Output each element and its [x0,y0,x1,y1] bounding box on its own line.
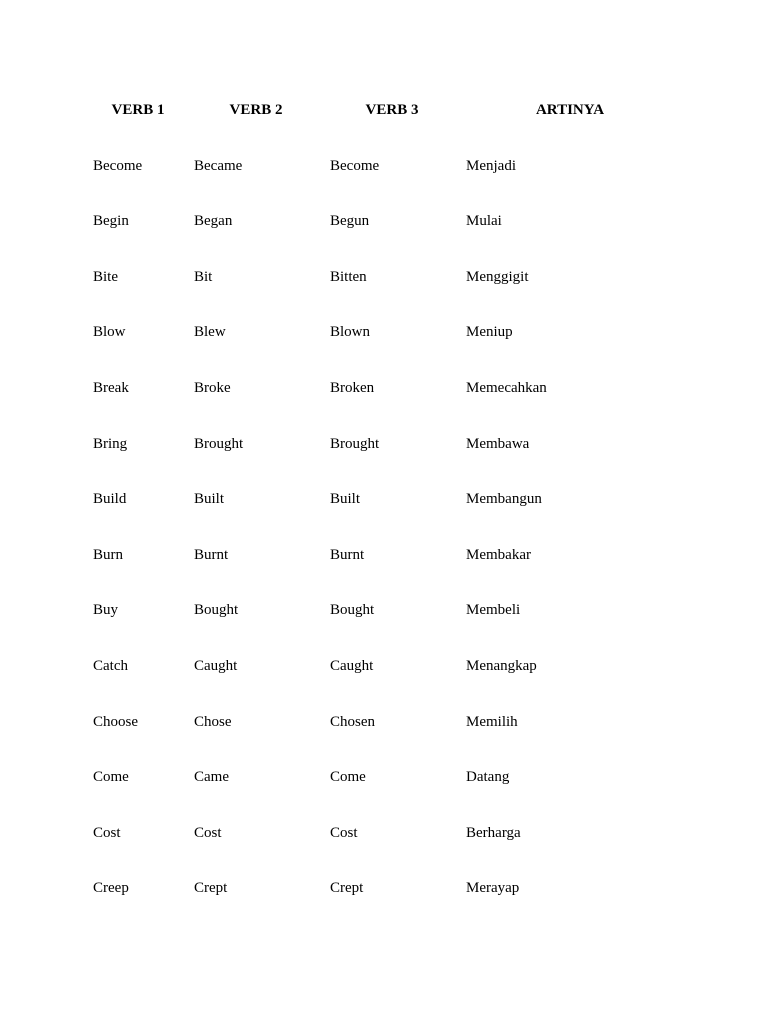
table-row [93,432,653,488]
verb-2-cell: Became [194,157,243,174]
verb-2-cell: Brought [194,435,244,452]
verb-1-cell: Choose [93,713,138,730]
verb-1-cell: Become [93,157,143,174]
header-verb-2: VERB 2 [229,102,283,118]
header-verb-1: VERB 1 [111,102,165,118]
verb-3-cell: Begun [330,213,370,230]
verb-3-cell: Chosen [330,713,375,730]
verb-1-cell: Begin [93,213,129,230]
verb-2-cell: Crept [194,880,228,897]
verb-3-cell: Caught [330,657,374,674]
artinya-cell: Berharga [466,824,521,841]
verb-3-cell: Broken [330,379,375,396]
verb-2-cell: Burnt [194,546,229,563]
artinya-cell: Menggigit [466,268,529,285]
verb-3-cell: Bought [330,602,375,619]
verb-2-cell: Caught [194,657,238,674]
table-row [93,876,653,932]
verb-3-cell: Become [330,157,380,174]
table-body [93,154,653,932]
verb-1-cell: Blow [93,324,126,341]
verb-3-cell: Come [330,769,366,786]
table-row [93,598,653,654]
artinya-cell: Merayap [466,880,520,897]
verb-2-cell: Came [194,769,229,786]
table-row [93,209,653,265]
verb-1-cell: Come [93,769,129,786]
table-row [93,376,653,432]
artinya-cell: Menangkap [466,657,537,674]
artinya-cell: Membangun [466,491,542,508]
verb-2-cell: Built [194,491,225,508]
artinya-cell: Membakar [466,546,531,563]
verb-3-cell: Brought [330,435,380,452]
table-row [93,487,653,543]
verb-2-cell: Blew [194,324,226,341]
table-row [93,654,653,710]
verb-3-cell: Built [330,491,361,508]
table-row [93,765,653,821]
verb-1-cell: Build [93,491,127,508]
table-row [93,821,653,877]
verb-3-cell: Burnt [330,546,365,563]
verb-1-cell: Catch [93,657,128,674]
artinya-cell: Memilih [466,713,518,730]
table-row [93,265,653,321]
header-artinya: ARTINYA [535,102,605,118]
verb-2-cell: Broke [194,379,231,396]
verb-1-cell: Buy [93,602,119,619]
table-row [93,320,653,376]
verb-3-cell: Bitten [330,268,367,285]
verb-2-cell: Chose [194,713,232,730]
artinya-cell: Memecahkan [466,379,547,396]
verb-3-cell: Crept [330,880,364,897]
verb-2-cell: Cost [194,824,222,841]
verb-2-cell: Began [194,213,233,230]
verb-3-cell: Cost [330,824,358,841]
verb-1-cell: Creep [93,880,129,897]
verb-1-cell: Burn [93,546,123,563]
verb-table [93,98,653,932]
table-row [93,154,653,210]
table-row [93,543,653,599]
table-row [93,710,653,766]
verb-1-cell: Bring [93,435,128,452]
artinya-cell: Menjadi [466,157,516,174]
header-verb-3: VERB 3 [365,102,419,118]
artinya-cell: Meniup [466,324,513,341]
artinya-cell: Datang [466,769,510,786]
artinya-cell: Membeli [466,602,521,619]
artinya-cell: Membawa [466,435,530,452]
verb-1-cell: Break [93,379,129,396]
verb-1-cell: Bite [93,268,118,285]
verb-2-cell: Bought [194,602,239,619]
table-header-row [93,98,653,154]
verb-2-cell: Bit [194,268,213,285]
artinya-cell: Mulai [466,213,502,230]
verb-3-cell: Blown [330,324,371,341]
verb-1-cell: Cost [93,824,121,841]
